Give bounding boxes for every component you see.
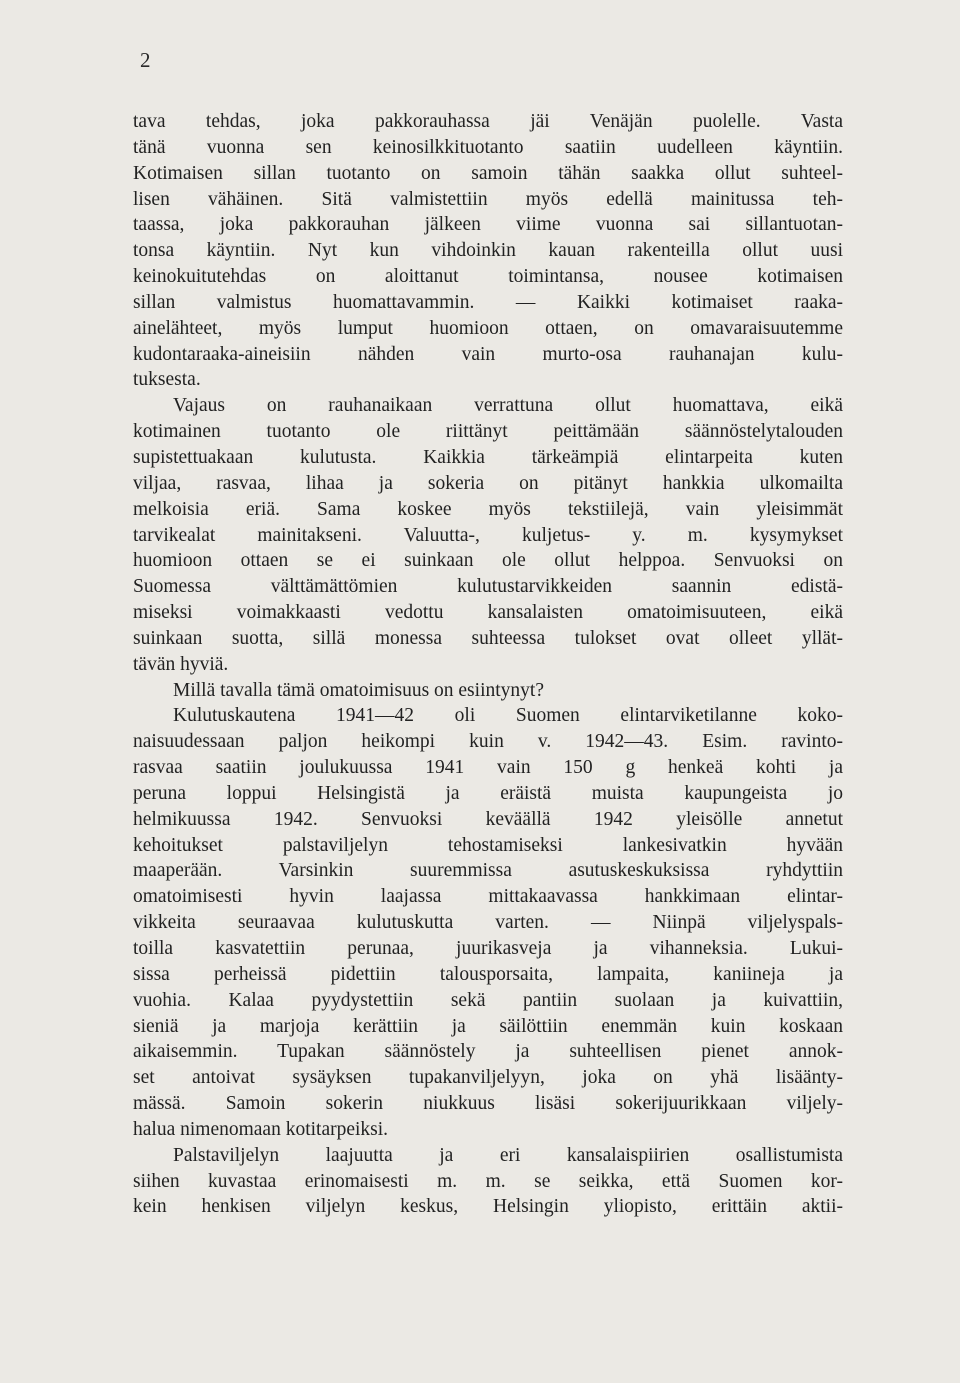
text-line: vuohia. Kalaa pyydystettiin sekä pantiin suolaan ja kuivattiin, (133, 989, 843, 1011)
text-line: Kulutuskautena 1941—42 oli Suomen elintarviketilanne koko- (173, 705, 843, 727)
text-line: helmikuussa 1942. Senvuoksi keväällä 1942 yleisölle annetut (133, 808, 843, 830)
body-text (133, 109, 843, 1220)
text-line: toilla kasvatettiin perunaa, juurikasveja ja vihanneksia. Lukui- (133, 938, 843, 959)
text-line: tava tehdas, joka pakkorauhassa jäi Venäjän puolelle. Vasta (133, 111, 843, 132)
text-line: halua nimenomaan kotitarpeiksi. (133, 1118, 389, 1140)
text-line: tävän hyviä. (133, 653, 229, 675)
text-line: Millä tavalla tämä omatoimisuus on esiintynyt? (173, 679, 544, 701)
text-line: Palstaviljelyn laajuutta ja eri kansalaispiirien osallistumista (173, 1144, 843, 1166)
text-line: kudontaraaka-aineisiin nähden vain murto-osa rauhanajan kulu- (133, 343, 843, 365)
text-line: kotimainen tuotanto ole riittänyt peittämään säännöstelytalouden (133, 421, 843, 443)
text-line: viljaa, rasvaa, lihaa ja sokeria on pitänyt hankkia ulkomailta (133, 472, 843, 494)
text-line: rasvaa saatiin joulukuussa 1941 vain 150 g henkeä kohti ja (133, 757, 843, 779)
text-line: kein henkisen viljelyn keskus, Helsingin yliopisto, erittäin aktii- (133, 1196, 843, 1218)
text-line: set antoivat sysäyksen tupakanviljelyyn, joka on yhä lisäänty- (133, 1067, 843, 1089)
text-line: tänä vuonna sen keinosilkkituotanto saatiin uudelleen käyntiin. (133, 136, 843, 158)
text-line: sieniä ja marjoja kerättiin ja säilöttiin enemmän kuin koskaan (133, 1015, 843, 1037)
text-line: vikkeita seuraavaa kulutuskutta varten. — Niinpä viljelyspals- (133, 912, 843, 934)
text-line: tonsa käyntiin. Nyt kun vihdoinkin kauan rakenteilla ollut uusi (133, 240, 843, 262)
text-line: naisuudessaan paljon heikompi kuin v. 1942—43. Esim. ravinto- (133, 731, 843, 753)
text-line: maaperään. Varsinkin suuremmissa asutuskeskuksissa ryhdyttiin (133, 860, 843, 882)
text-line: siihen kuvastaa erinomaisesti m. m. se seikka, että Suomen kor- (133, 1170, 843, 1192)
text-line: omatoimisesti hyvin laajassa mittakaavassa hankkimaan elintar- (133, 886, 843, 908)
text-line: tarvikealat mainitakseni. Valuutta-, kuljetus- y. m. kysymykset (133, 524, 843, 546)
text-line: kehoitukset palstaviljelyn tehostamiseksi lankesivatkin hyvään (133, 834, 843, 856)
text-line: peruna loppui Helsingistä ja eräistä muista kaupungeista jo (133, 782, 843, 804)
text-line: mässä. Samoin sokerin niukkuus lisäsi sokerijuurikkaan viljely- (133, 1093, 843, 1115)
text-line: tuksesta. (133, 369, 201, 391)
text-line: melkoisia eriä. Sama koskee myös tekstiilejä, vain yleisimmät (133, 498, 843, 520)
text-line: aikaisemmin. Tupakan säännöstely ja suhteellisen pienet annok- (133, 1041, 843, 1063)
text-line: Kotimaisen sillan tuotanto on samoin tähän saakka ollut suhteel- (133, 162, 843, 184)
text-line: sillan valmistus huomattavammin. — Kaikki kotimaiset raaka- (133, 291, 843, 313)
text-line: supistettuakaan kulutusta. Kaikkia tärkeämpiä elintarpeita kuten (133, 446, 843, 468)
text-line: huomioon ottaen se ei suinkaan ole ollut helppoa. Senvuoksi on (133, 550, 843, 572)
text-line: keinokuitutehdas on aloittanut toimintansa, nousee kotimaisen (133, 266, 843, 288)
text-line: Suomessa välttämättömien kulutustarvikkeiden saannin edistä- (133, 576, 843, 598)
text-line: suinkaan suotta, sillä monessa suhteessa tulokset ovat olleet yllät- (133, 627, 843, 649)
text-line: miseksi voimakkaasti vedottu kansalaisten omatoimisuuteen, eikä (133, 602, 843, 624)
text-line: taassa, joka pakkorauhan jälkeen viime vuonna sai sillantuotan- (133, 214, 843, 236)
page-number: 2 (140, 48, 151, 72)
text-line: Vajaus on rauhanaikaan verrattuna ollut huomattava, eikä (173, 395, 843, 417)
text-line: sissa perheissä pidettiin talousporsaita, lampaita, kaniineja ja (133, 963, 843, 985)
text-line: ainelähteet, myös lumput huomioon ottaen, on omavaraisuutemme (133, 317, 843, 339)
text-line: lisen vähäinen. Sitä valmistettiin myös edellä mainitussa teh- (133, 188, 843, 210)
